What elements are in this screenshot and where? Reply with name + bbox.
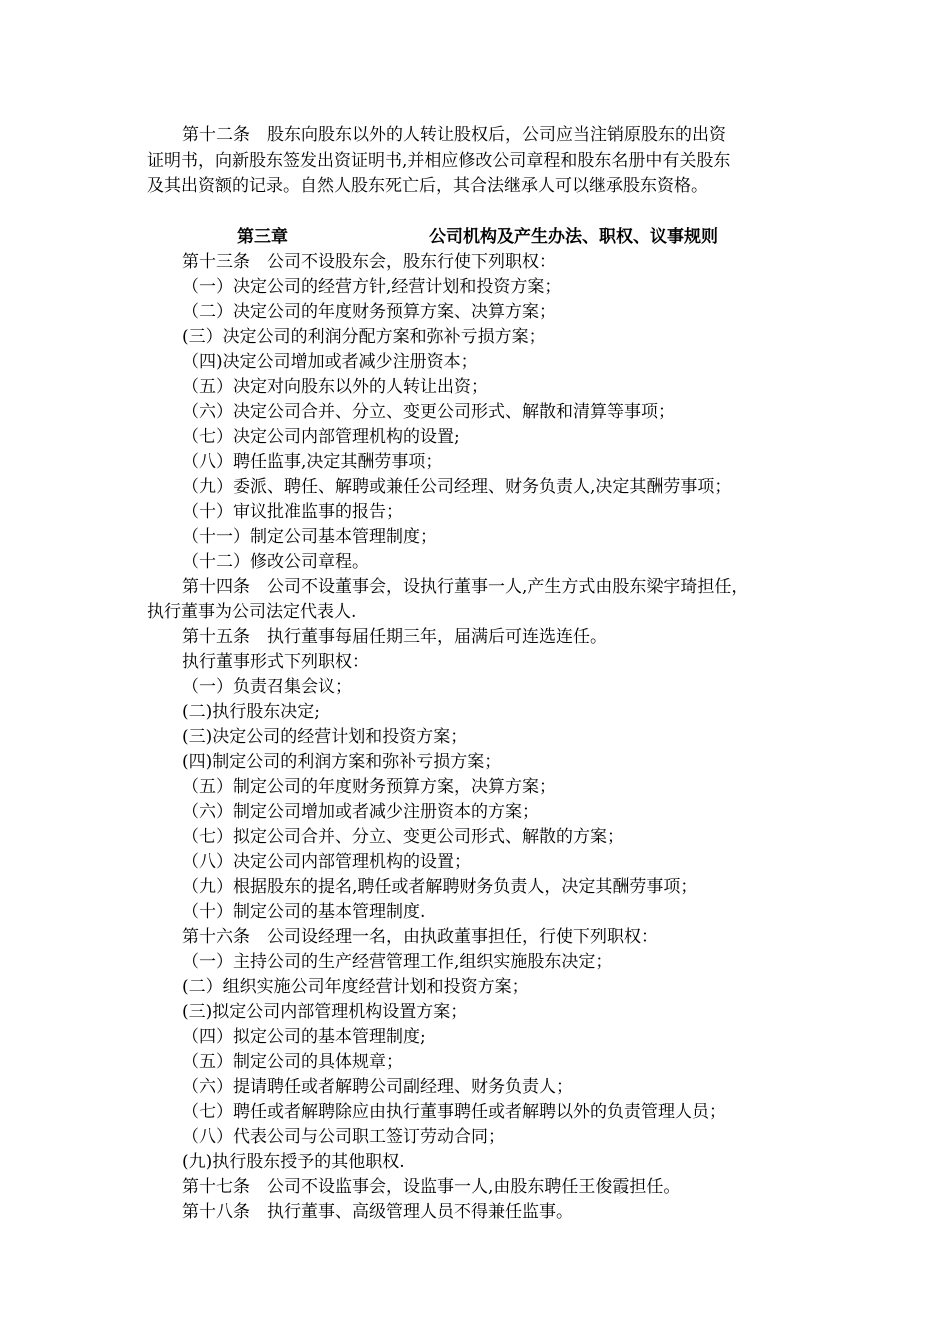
- body-line: (二)执行股东决定;: [182, 702, 320, 722]
- body-line: （八）代表公司与公司职工签订劳动合同；: [182, 1127, 505, 1147]
- body-line: （六）决定公司合并、分立、变更公司形式、解散和清算等事项；: [182, 402, 675, 422]
- body-line: (四)制定公司的利润方案和弥补亏损方案；: [182, 752, 502, 772]
- body-line: （二）决定公司的年度财务预算方案、决算方案；: [182, 302, 556, 322]
- body-line: （五）决定对向股东以外的人转让出资；: [182, 377, 488, 397]
- body-line: （一）主持公司的生产经营管理工作,组织实施股东决定；: [182, 952, 613, 972]
- body-line: （十）制定公司的基本管理制度.: [182, 902, 426, 922]
- body-line: 执行董事为公司法定代表人.: [147, 602, 357, 622]
- body-line: 第十三条 公司不设股东会，股东行使下列职权：: [182, 252, 556, 272]
- body-line: （九）委派、聘任、解聘或兼任公司经理、财务负责人,决定其酬劳事项；: [182, 477, 732, 497]
- body-line: (三)决定公司的经营计划和投资方案；: [182, 727, 468, 747]
- body-line: （五）制定公司的具体规章；: [182, 1052, 403, 1072]
- body-line: 第十五条 执行董事每届任期三年，届满后可连选连任。: [182, 627, 607, 647]
- body-line: （八）聘任监事,决定其酬劳事项；: [182, 452, 443, 472]
- body-line: （七）聘任或者解聘除应由执行董事聘任或者解聘以外的负责管理人员；: [182, 1102, 726, 1122]
- body-line: （九）根据股东的提名,聘任或者解聘财务负责人，决定其酬劳事项；: [182, 877, 698, 897]
- body-line: （六）提请聘任或者解聘公司副经理、财务负责人；: [182, 1077, 573, 1097]
- body-line: （十一）制定公司基本管理制度；: [182, 527, 437, 547]
- article-12-line-3: 及其出资额的记录。自然人股东死亡后，其合法继承人可以继承股东资格。: [147, 176, 708, 196]
- body-line: （七）拟定公司合并、分立、变更公司形式、解散的方案；: [182, 827, 624, 847]
- body-line: (九)执行股东授予的其他职权.: [182, 1152, 405, 1172]
- body-line: 第十六条 公司设经理一名，由执政董事担任，行使下列职权：: [182, 927, 658, 947]
- body-line: （十二）修改公司章程。: [182, 552, 369, 572]
- body-line: 第十七条 公司不设监事会，设监事一人,由股东聘任王俊霞担任。: [182, 1177, 681, 1197]
- body-line: （一）负责召集会议；: [182, 677, 352, 697]
- body-line: （八）决定公司内部管理机构的设置；: [182, 852, 471, 872]
- body-line: 执行董事形式下列职权：: [182, 652, 369, 672]
- body-line: 第十八条 执行董事、高级管理人员不得兼任监事。: [182, 1202, 573, 1222]
- body-line: （五）制定公司的年度财务预算方案，决算方案；: [182, 777, 556, 797]
- body-line: (三)拟定公司内部管理机构设置方案；: [182, 1002, 468, 1022]
- body-line: （四）拟定公司的基本管理制度;: [182, 1027, 426, 1047]
- body-line: （七）决定公司内部管理机构的设置;: [182, 427, 460, 447]
- chapter-number: 第三章: [237, 227, 288, 247]
- body-line: （十）审议批准监事的报告；: [182, 502, 403, 522]
- chapter-title: 公司机构及产生办法、职权、议事规则: [429, 227, 718, 247]
- body-line: （一）决定公司的经营方针,经营计划和投资方案；: [182, 277, 562, 297]
- body-line: (三）决定公司的利润分配方案和弥补亏损方案；: [182, 327, 546, 347]
- body-line: （四)决定公司增加或者减少注册资本；: [182, 352, 478, 372]
- body-line: (二）组织实施公司年度经营计划和投资方案；: [182, 977, 529, 997]
- article-12-line-1: 第十二条 股东向股东以外的人转让股权后，公司应当注销原股东的出资: [182, 125, 726, 145]
- body-line: （六）制定公司增加或者减少注册资本的方案；: [182, 802, 539, 822]
- article-12-line-2: 证明书，向新股东签发出资证明书,并相应修改公司章程和股东名册中有关股东: [147, 151, 731, 171]
- body-line: 第十四条 公司不设董事会，设执行董事一人,产生方式由股东梁宇琦担任，: [182, 577, 749, 597]
